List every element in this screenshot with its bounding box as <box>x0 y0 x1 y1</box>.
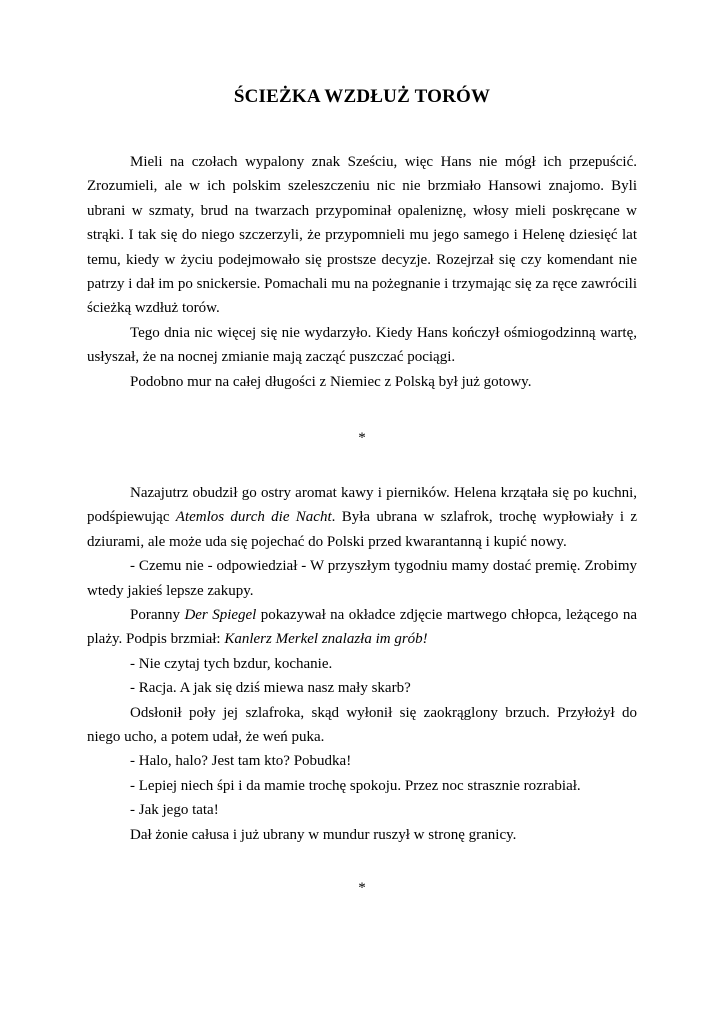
dialogue-line: - Lepiej niech śpi i da mamie trochę spokoju. Przez noc strasznie rozrabiał. <box>130 777 581 794</box>
dialogue-line: - Racja. A jak się dziś miewa nasz mały skarb? <box>130 680 411 697</box>
paragraph <box>87 481 637 554</box>
paragraph: Mieli na czołach wypalony znak Sześciu, więc Hans nie mógł ich przepuścić. Zrozumieli, ale w ich polskim szeleszczeniu nic nie brzmiało Hansowi znajomo. Byli ubrani w szmaty, brud na twarzach przypominał opaleniznę, włosy mieli poskręcane w strąki. I tak się do niego szczerzyli, że przypomnieli mu jego samego i Helenę dziesięć lat temu, kiedy w życiu podejmowało się prostsze decyzje. Rozejrzał się czy komendant nie patrzy i dał im po snickersie. Pomachali mu na pożegnanie i trzymając się za ręce zawrócili ścieżką wzdłuż torów. <box>87 154 637 317</box>
headline-quote: Kanlerz Merkel znalazła im grób! <box>224 631 428 648</box>
paragraph: Odsłonił poły jej szlafroka, skąd wyłonił się zaokrąglony brzuch. Przyłożył do niego ucho, a potem udał, że weń puka. <box>87 704 637 746</box>
dialogue-line: - Halo, halo? Jest tam kto? Pobudka! <box>130 753 352 770</box>
section-1 <box>87 150 637 394</box>
dialogue-line: - Nie czytaj tych bzdur, kochanie. <box>130 655 333 672</box>
section-2 <box>87 481 637 847</box>
paragraph: Podobno mur na całej długości z Niemiec z Polską był już gotowy. <box>130 373 532 390</box>
paragraph: Dał żonie całusa i już ubrany w mundur ruszył w stronę granicy. <box>130 826 517 843</box>
paragraph: Tego dnia nic więcej się nie wydarzyło. Kiedy Hans kończył ośmiogodzinną wartę, usłyszał, że na nocnej zmianie mają zacząć puszczać pociągi. <box>87 324 637 366</box>
song-title: Atemlos durch die Nacht <box>175 509 332 526</box>
text-run: Nazajutrz obudził go ostry aromat kawy i pierników. Helena krzątała się po kuchni, podśpiewując <box>87 485 637 526</box>
text-run: pokazywał na okładce zdjęcie martwego chłopca, leżącego na plaży. Podpis brzmiał: <box>87 607 637 648</box>
paragraph <box>87 603 637 652</box>
section-separator: * <box>358 430 366 446</box>
section-separator: * <box>358 880 366 896</box>
dialogue-line: - Jak jego tata! <box>130 802 219 819</box>
dialogue-line: - Czemu nie - odpowiedział - W przyszłym tygodniu mamy dostać premię. Zrobimy wtedy jakieś lepsze zakupy. <box>87 558 637 599</box>
text-run: Poranny <box>130 607 185 624</box>
magazine-title: Der Spiegel <box>184 607 257 624</box>
text-run: . Była ubrana w szlafrok, trochę wypłowiały i z dziurami, ale może uda się pojechać do Polski przed kwarantanną i kupić nowy. <box>87 509 638 550</box>
document-title: ŚCIEŻKA WZDŁUŻ TORÓW <box>233 86 491 107</box>
